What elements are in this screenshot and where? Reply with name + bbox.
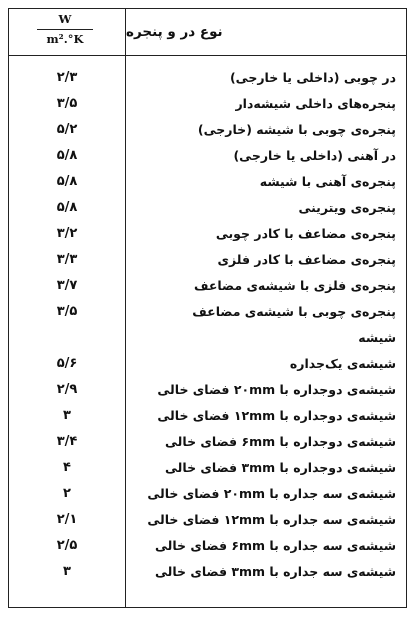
table-row (9, 559, 406, 585)
row-label: در چوبی (داخلی یا خارجی) (229, 70, 396, 85)
table-row (9, 143, 406, 169)
unit-header-cell (9, 9, 125, 55)
table-row (9, 299, 406, 325)
row-label: پنجره‌ی ویترینی (298, 200, 396, 215)
row-label: شیشه‌ی دوجداره با ۶mm فضای خالی (165, 434, 396, 449)
row-label: پنجره‌های داخلی شیشه‌دار (235, 96, 396, 111)
row-label: پنجره‌ی آهنی با شیشه (259, 174, 396, 189)
table-row (9, 273, 406, 299)
table-row (9, 221, 406, 247)
row-label: شیشه‌ی سه جداره با ۶mm فضای خالی (154, 538, 396, 553)
table-row (9, 533, 406, 559)
row-value: ۲/۳ (56, 70, 78, 85)
table-row (9, 91, 406, 117)
row-value: ۳/۵ (56, 304, 78, 319)
row-label: شیشه (358, 330, 396, 345)
row-label: پنجره‌ی چوبی با شیشه‌ی مضاعف (192, 304, 396, 319)
type-header-label: نوع در و پنجره (126, 24, 223, 40)
row-value: ۵/۸ (56, 174, 78, 189)
row-value: ۳/۲ (56, 226, 78, 241)
row-label: پنجره‌ی چوبی با شیشه (خارجی) (197, 122, 396, 137)
header-divider (9, 55, 406, 56)
table-row (9, 351, 406, 377)
row-label: شیشه‌ی دوجداره با ۳mm فضای خالی (165, 460, 396, 475)
table-row (9, 169, 406, 195)
u-value-table (8, 8, 407, 608)
row-value: ۵/۸ (56, 200, 78, 215)
row-value: ۳ (63, 408, 71, 423)
row-value: ۳/۳ (56, 252, 78, 267)
table-body (9, 65, 406, 585)
row-value: ۲/۱ (56, 512, 78, 527)
row-value: ۵/۸ (56, 148, 78, 163)
row-label: در آهنی (داخلی یا خارجی) (233, 148, 396, 163)
row-value: ۳/۴ (56, 434, 78, 449)
row-label: شیشه‌ی سه جداره با ۳mm فضای خالی (154, 564, 396, 579)
row-value (39, 325, 95, 351)
row-value: ۳/۷ (56, 278, 78, 293)
row-value: ۳ (63, 564, 71, 579)
type-header-cell (126, 9, 406, 55)
table-row (9, 403, 406, 429)
table-row (9, 377, 406, 403)
row-value: ۲ (63, 486, 71, 501)
unit-denominator: m².°K (46, 31, 84, 46)
row-value: ۵/۶ (56, 356, 78, 371)
row-value: ۴ (63, 460, 71, 475)
row-label: پنجره‌ی مضاعف با کادر فلزی (217, 252, 396, 267)
row-value: ۲/۹ (56, 382, 78, 397)
section-heading-row (9, 325, 406, 351)
table-row (9, 481, 406, 507)
table-row (9, 455, 406, 481)
unit-fraction (37, 14, 93, 45)
unit-numerator: W (37, 14, 93, 30)
row-value: ۳/۵ (56, 96, 78, 111)
row-label: پنجره‌ی مضاعف با کادر چوبی (215, 226, 396, 241)
table-row (9, 195, 406, 221)
row-label: شیشه‌ی یک‌جداره (289, 356, 396, 371)
row-label: شیشه‌ی دوجداره با ۱۲mm فضای خالی (157, 408, 396, 423)
row-label: شیشه‌ی سه جداره با ۱۲mm فضای خالی (147, 512, 396, 527)
row-label: پنجره‌ی فلزی با شیشه‌ی مضاعف (193, 278, 396, 293)
row-value: ۵/۲ (56, 122, 78, 137)
table-row (9, 247, 406, 273)
row-label: شیشه‌ی دوجداره با ۲۰mm فضای خالی (157, 382, 396, 397)
table-row (9, 507, 406, 533)
table-row (9, 117, 406, 143)
table-row (9, 65, 406, 91)
row-label: شیشه‌ی سه جداره با ۲۰mm فضای خالی (147, 486, 396, 501)
row-value: ۲/۵ (56, 538, 78, 553)
table-row (9, 429, 406, 455)
